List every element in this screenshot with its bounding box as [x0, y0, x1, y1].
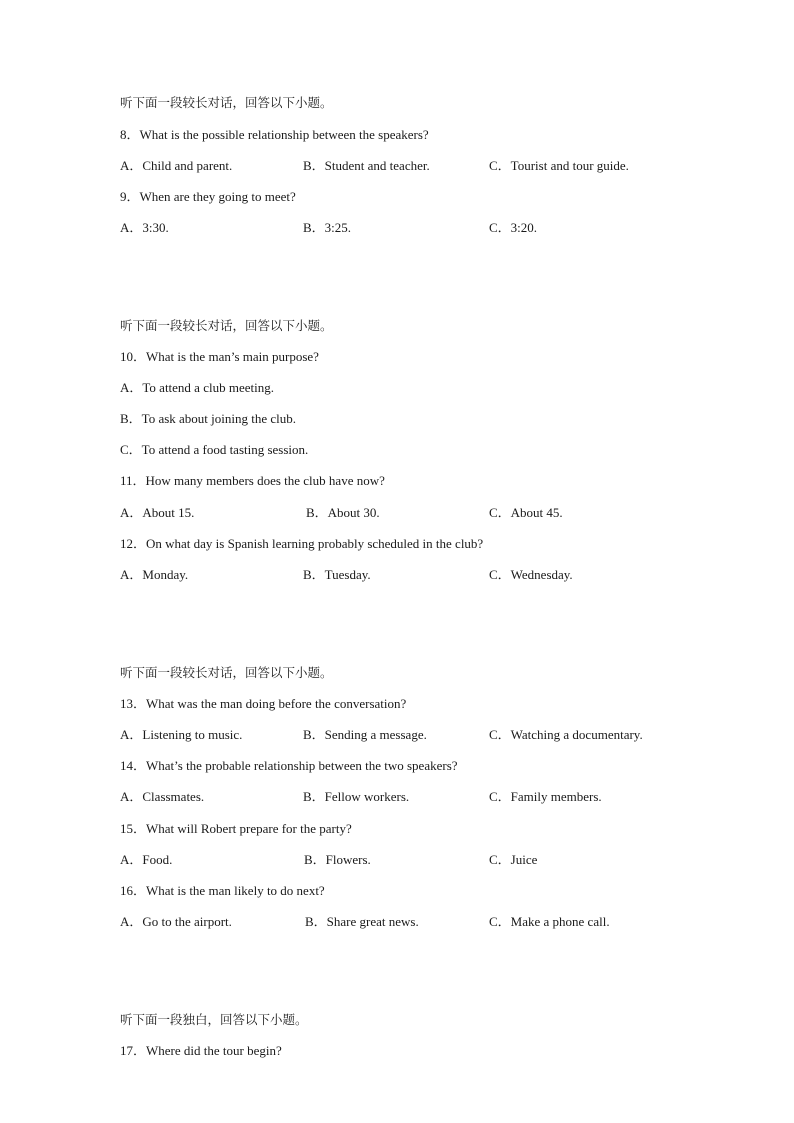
question-10-option-a: A．To attend a club meeting. — [120, 380, 274, 395]
question-9-option-a: A．3:30. — [120, 220, 169, 235]
question-8-stem: 8．What is the possible relationship between the speakers? — [120, 127, 429, 142]
question-16-option-b: B．Share great news. — [305, 914, 419, 929]
question-12-option-c: C．Wednesday. — [489, 567, 573, 582]
question-13-option-a: A．Listening to music. — [120, 727, 243, 742]
question-9-stem: 9．When are they going to meet? — [120, 189, 296, 204]
question-11-option-a: A．About 15. — [120, 505, 195, 520]
question-11-option-b: B．About 30. — [306, 505, 380, 520]
question-9-option-b: B．3:25. — [303, 220, 352, 235]
section-2-instruction: 听下面一段较长对话，回答以下小题。 — [120, 318, 333, 333]
question-16-option-a: A．Go to the airport. — [120, 914, 232, 929]
question-17-stem: 17．Where did the tour begin? — [120, 1043, 282, 1058]
question-15-option-b: B．Flowers. — [304, 852, 371, 867]
question-11-stem: 11．How many members does the club have now? — [120, 473, 385, 488]
question-16-stem: 16．What is the man likely to do next? — [120, 883, 325, 898]
question-14-option-c: C．Family members. — [489, 789, 602, 804]
question-9-option-c: C．3:20. — [489, 220, 538, 235]
question-10-stem: 10．What is the man’s main purpose? — [120, 349, 319, 364]
question-10-option-c: C．To attend a food tasting session. — [120, 442, 309, 457]
section-3-instruction: 听下面一段较长对话，回答以下小题。 — [120, 665, 333, 680]
question-13-stem: 13．What was the man doing before the conversation? — [120, 696, 407, 711]
section-1-instruction: 听下面一段较长对话，回答以下小题。 — [120, 95, 333, 110]
question-11-option-c: C．About 45. — [489, 505, 563, 520]
question-8-option-b: B．Student and teacher. — [303, 158, 430, 173]
question-15-option-c: C．Juice — [489, 852, 538, 867]
question-14-stem: 14．What’s the probable relationship between the two speakers? — [120, 758, 458, 773]
question-12-option-a: A．Monday. — [120, 567, 189, 582]
question-14-option-a: A．Classmates. — [120, 789, 205, 804]
question-15-option-a: A．Food. — [120, 852, 173, 867]
question-15-stem: 15．What will Robert prepare for the party? — [120, 821, 352, 836]
question-8-option-a: A．Child and parent. — [120, 158, 233, 173]
section-4-instruction: 听下面一段独白，回答以下小题。 — [120, 1012, 308, 1027]
question-13-option-b: B．Sending a message. — [303, 727, 427, 742]
question-10-option-b: B．To ask about joining the club. — [120, 411, 297, 426]
question-12-option-b: B．Tuesday. — [303, 567, 371, 582]
question-12-stem: 12．On what day is Spanish learning probably scheduled in the club? — [120, 536, 484, 551]
question-14-option-b: B．Fellow workers. — [303, 789, 410, 804]
question-8-option-c: C．Tourist and tour guide. — [489, 158, 629, 173]
question-16-option-c: C．Make a phone call. — [489, 914, 610, 929]
question-13-option-c: C．Watching a documentary. — [489, 727, 643, 742]
